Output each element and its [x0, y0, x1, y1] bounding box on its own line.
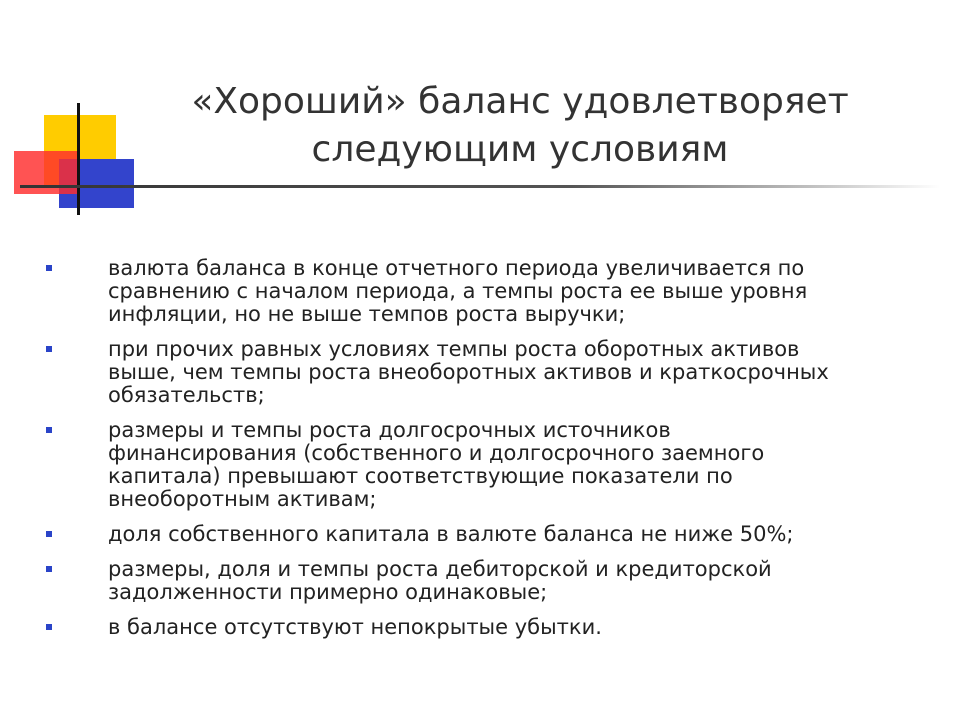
square-bullet-icon — [46, 531, 52, 537]
yellow-square-decoration — [44, 115, 116, 187]
bullet-4-line-1: доля собственного капитала в валюте баланса не ниже 50%; — [108, 522, 794, 546]
bullet-item-2 — [46, 338, 926, 407]
bullet-5-line-2: задолженности примерно одинаковые; — [108, 580, 548, 604]
slide-title — [150, 78, 890, 174]
bullet-6-line-1: в балансе отсутствуют непокрытые убытки. — [108, 615, 602, 639]
bullet-3-line-2: финансирования (собственного и долгосрочного заемного — [108, 441, 765, 465]
bullet-item-6 — [46, 616, 926, 639]
square-bullet-icon — [46, 566, 52, 572]
slide-title-line-2: следующим условиям — [311, 129, 729, 170]
bullet-2-line-2: выше, чем темпы роста внеоборотных активов и краткосрочных — [108, 360, 829, 384]
square-bullet-icon — [46, 624, 52, 630]
bullet-1-line-2: сравнению с началом периода, а темпы роста ее выше уровня — [108, 279, 808, 303]
bullet-1-line-3: инфляции, но не выше темпов роста выручки; — [108, 302, 626, 326]
blue-square-decoration — [59, 159, 134, 208]
bullet-3-line-3: капитала) превышают соответствующие показатели по — [108, 464, 733, 488]
horizontal-rule — [20, 185, 940, 188]
bullet-item-4 — [46, 523, 926, 546]
square-bullet-icon — [46, 265, 52, 271]
bullet-item-5 — [46, 558, 926, 604]
bullet-2-line-3: обязательств; — [108, 383, 265, 407]
bullet-item-3 — [46, 419, 926, 511]
bullet-3-line-1: размеры и темпы роста долгосрочных источников — [108, 418, 671, 442]
bullet-3-line-4: внеоборотным активам; — [108, 487, 377, 511]
bullet-2-line-1: при прочих равных условиях темпы роста оборотных активов — [108, 337, 800, 361]
square-bullet-icon — [46, 346, 52, 352]
bullet-1-line-1: валюта баланса в конце отчетного периода увеличивается по — [108, 256, 805, 280]
slide-title-line-1: «Хороший» баланс удовлетворяет — [191, 81, 849, 122]
vertical-rule — [77, 103, 80, 215]
red-square-decoration — [14, 151, 78, 194]
square-bullet-icon — [46, 427, 52, 433]
bullet-5-line-1: размеры, доля и темпы роста дебиторской и кредиторской — [108, 557, 772, 581]
bullet-list — [46, 257, 926, 651]
bullet-item-1 — [46, 257, 926, 326]
